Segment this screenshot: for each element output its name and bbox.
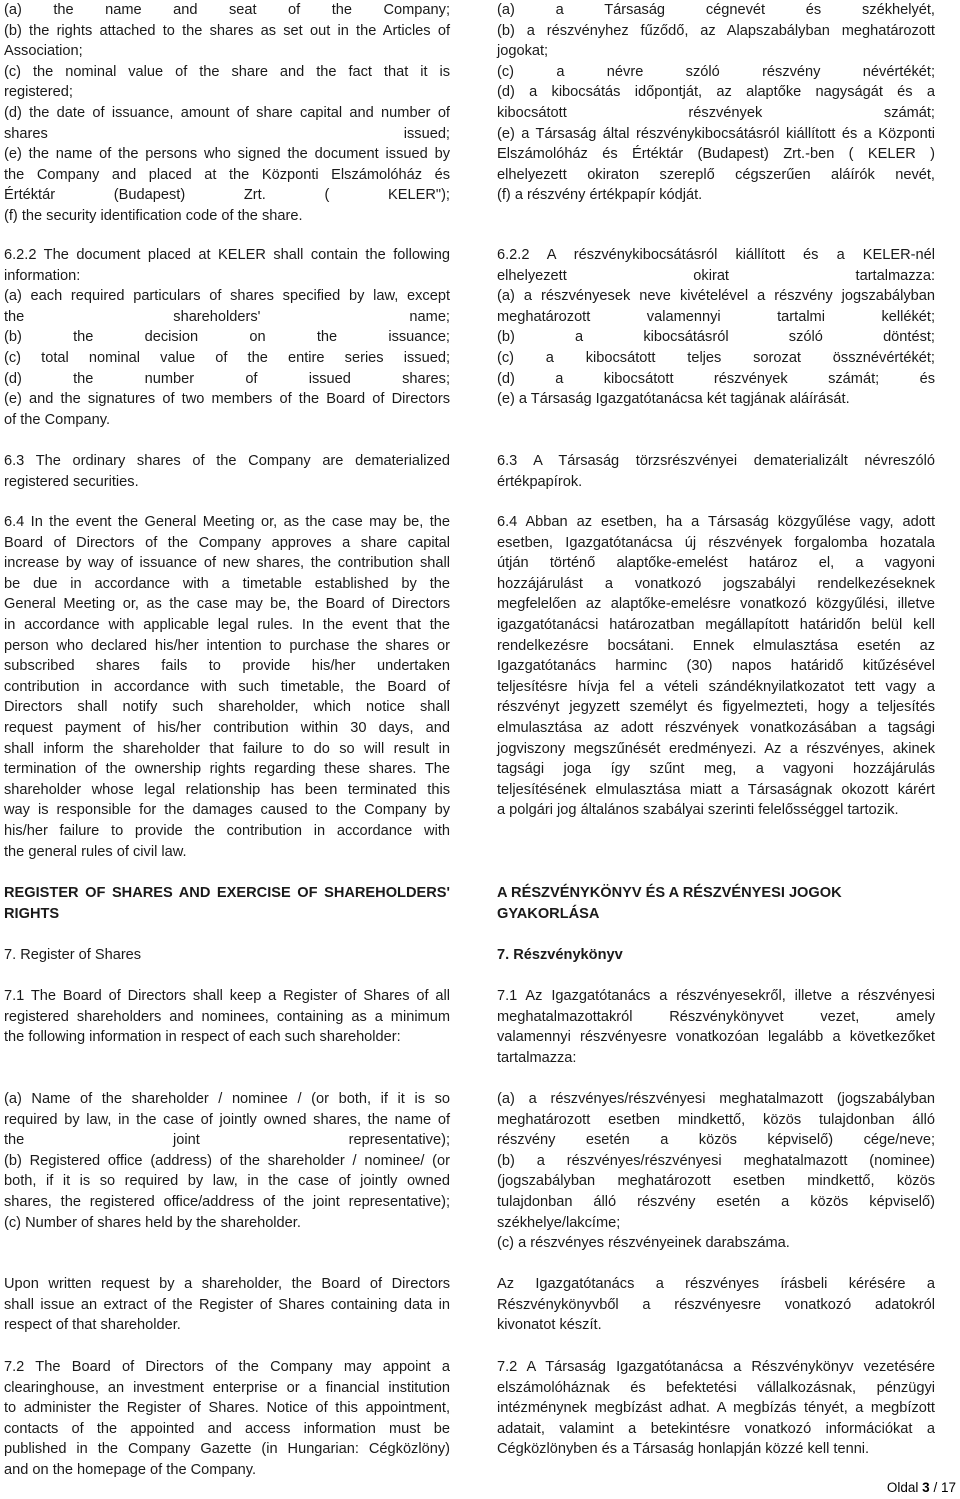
text-line: 6.2.2 A részvénykibocsátásról kiállított és a KELER-nél (497, 247, 935, 263)
english-paragraph (4, 883, 450, 924)
text-line: (d) the date of issuance, amount of share capital and number of (4, 104, 450, 121)
text-line: (e) and the signatures of two members of the Board of Directors (4, 391, 450, 408)
text-line: shareholder whose legal relationship has been terminated this (4, 781, 450, 798)
text-line: 6.4 In the event the General Meeting or, as the case may be, the (4, 514, 450, 530)
text-line: (b) Registered office (address) of the shareholder / nominee/ (or (4, 1152, 450, 1169)
text-line: Elszámolóház és Értéktár (Budapest) Zrt.-ben ( KELER ) (497, 146, 935, 163)
text-line: the joint representative); (4, 1132, 450, 1149)
text-line: jogviszony megszűnését eredményezi. Az a részvényes, akinek (497, 740, 935, 757)
text-line: (a) a Társaság cégnevét és székhelyét, (497, 2, 935, 18)
text-line: contribution in accordance with such timetable, the Board of (4, 678, 450, 695)
hungarian-paragraph (497, 945, 935, 966)
hungarian-paragraph (497, 451, 935, 492)
text-line: 6.3 The ordinary shares of the Company are dematerialized (4, 453, 450, 469)
text-line: meghatározott esetben mindkettő, közös tulajdonban álló (497, 1111, 935, 1128)
text-line: Részvénykönyvből a részvényesre vonatkozó adatokról (497, 1296, 935, 1313)
text-line: tulajdonban álló részvény esetén a közös képviselő) (497, 1193, 935, 1210)
text-line: RIGHTS (4, 905, 60, 922)
text-line: 7.1 Az Igazgatótanács a részvényesekről, illetve a részvényesi (497, 988, 935, 1004)
page-separator: / (933, 1480, 938, 1495)
text-line: (a) each required particulars of shares specified by law, except (4, 288, 450, 305)
text-line: General Meeting or, as the case may be, the Board of Directors (4, 596, 450, 613)
text-line: A RÉSZVÉNYKÖNYV ÉS A RÉSZVÉNYESI JOGOK GYAKORLÁSA (497, 885, 842, 922)
text-line: request payment of his/her contribution within 30 days, and (4, 719, 450, 736)
text-line: adatait, valamint a betekintésre vonatkozó információkat a (497, 1420, 935, 1437)
text-line: hozzájárulást a vonatkozó jogszabályi rendelkezéseknek (497, 575, 935, 592)
text-line: information: (4, 267, 81, 284)
text-line: elhelyezett okiraton szereplő cégszerűen aláírók nevét, (497, 166, 935, 183)
text-line: his/her failure to provide the contribution in accordance with (4, 822, 450, 839)
text-line: shares issued; (4, 125, 450, 142)
text-line: registered; (4, 84, 73, 101)
text-line: registered securities. (4, 473, 139, 490)
english-paragraph (4, 245, 450, 430)
text-line: meghatalmazottakról Részvénykönyvet vezet, amely (497, 1008, 935, 1025)
text-line: (c) the nominal value of the share and the fact that it is (4, 63, 450, 80)
text-line: részvény esetén a közös képviselő) cége/neve; (497, 1132, 935, 1149)
text-line: (c) a kibocsátott teljes sorozat össznévértékét; (497, 349, 935, 366)
text-line: értékpapírok. (497, 473, 583, 490)
hungarian-paragraph (497, 883, 935, 924)
text-line: in accordance with applicable legal rules. In the event that the (4, 616, 450, 633)
page-label: Oldal (886, 1480, 919, 1495)
text-line: valamennyi részvényesre vonatkozóan legalább a következőket (497, 1029, 935, 1046)
text-line: (f) the security identification code of the share. (4, 207, 303, 224)
text-line: (b) a részvényhez fűződő, az Alapszabályban meghatározott (497, 22, 935, 39)
text-line: 7. Részvénykönyv (497, 947, 623, 963)
text-line: rendelkezésre bocsátani. Ennek elmulasztása esetén az (497, 637, 935, 654)
text-line: elmulasztása az adott részvények vonatkozásában a tagsági (497, 719, 935, 736)
text-line: Értéktár (Budapest) Zrt. ( KELER"); (4, 187, 450, 204)
text-line: (a) the name and seat of the Company; (4, 2, 450, 18)
hungarian-paragraph (497, 0, 935, 206)
text-line: 7.2 The Board of Directors of the Company may appoint a (4, 1359, 450, 1375)
text-line: (b) a kibocsátásról szóló döntést; (497, 329, 935, 346)
english-paragraph (4, 1357, 450, 1481)
text-line: shares, the registered office/address of the joint representative); (4, 1193, 450, 1210)
text-line: to administer the Register of Shares. Notice of this appointment, (4, 1400, 450, 1417)
text-line: (c) total nominal value of the entire series issued; (4, 349, 450, 366)
text-line: (e) a Társaság által részvénykibocsátásról kiállított és a Központi (497, 125, 935, 142)
text-line: Igazgatótanács harminc (30) napos határidő kitűzésével (497, 658, 935, 675)
english-paragraph (4, 945, 450, 966)
english-paragraph (4, 512, 450, 862)
hungarian-paragraph (497, 1089, 935, 1254)
text-line: a polgári jog általános szabályai szerinti felelősséggel tartozik. (497, 802, 899, 819)
text-line: required by law, in the case of jointly owned shares, the name of (4, 1111, 450, 1128)
english-paragraph (4, 986, 450, 1048)
text-line: kivonatot készít. (497, 1317, 602, 1334)
hungarian-paragraph (497, 986, 935, 1068)
text-line: way is responsible for the damages caused to the Company by (4, 802, 450, 819)
text-line: (b) the decision on the issuance; (4, 329, 450, 346)
text-line: the shareholders' name; (4, 308, 450, 325)
text-line: (d) a kibocsátás időpontját, az alaptőke nagyságát és a (497, 84, 935, 101)
text-line: Cégközlönyben és a Társaság honlapján közzé kell tenni. (497, 1441, 870, 1458)
english-paragraph (4, 1089, 450, 1233)
text-line: részvényt jegyzett személyt és figyelmezteti, hogy a teljesítés (497, 699, 935, 716)
text-line: the general rules of civil law. (4, 843, 187, 860)
text-line: (a) Name of the shareholder / nominee / (or both, if it is so (4, 1091, 450, 1107)
text-line: termination of the ownership rights regarding these shares. The (4, 761, 450, 778)
text-line: 7.1 The Board of Directors shall keep a Register of Shares of all (4, 988, 450, 1004)
text-line: 6.3 A Társaság törzsrészvényei dematerializált névreszóló (497, 453, 935, 469)
english-paragraph (4, 451, 450, 492)
text-line: (jogszabályban meghatározott esetben mindkettő, közös (497, 1173, 935, 1190)
text-line: person who declared his/her intention to purchase the shares or (4, 637, 450, 654)
text-line: (a) a részvényes/részvényesi meghatalmazott (jogszabályban (497, 1091, 935, 1107)
text-line: meghatározott valamennyi tartalmi kellékét; (497, 308, 935, 325)
text-line: teljesítésének elmulasztása miatt a Társaságnak okozott kárért (497, 781, 935, 798)
text-line: contacts of the appointed and access information must be (4, 1420, 450, 1437)
text-line: registered shareholders and nominees, containing as a minimum (4, 1008, 450, 1025)
hungarian-paragraph (497, 1357, 935, 1460)
text-line: shall inform the shareholder that failure to do so will result in (4, 740, 450, 757)
text-line: of the Company. (4, 411, 110, 428)
text-line: subscribed shares fails to provide his/her undertaken (4, 658, 450, 675)
text-line: Board of Directors of the Company approves a share capital (4, 534, 450, 551)
text-line: clearinghouse, an investment enterprise or a financial institution (4, 1379, 450, 1396)
text-line: (c) a részvényes részvényeinek darabszáma. (497, 1235, 790, 1252)
text-line: be due in accordance with a timetable established by the (4, 575, 450, 592)
text-line: increase by way of issuance of new shares, the contribution shall (4, 555, 450, 572)
text-line: teljesítésre hívja fel a vételi szándéknyilatkozatot tett vagy a (497, 678, 935, 695)
text-line: jogokat; (497, 43, 549, 60)
page-number (862, 1478, 956, 1499)
text-line: Directors shall notify such shareholder, which notice shall (4, 699, 450, 716)
english-paragraph (4, 0, 450, 227)
text-line: Association; (4, 43, 83, 60)
text-line: (d) the number of issued shares; (4, 370, 450, 387)
text-line: both, if it is so required by law, in the case of jointly owned (4, 1173, 450, 1190)
text-line: published in the Company Gazette (in Hungarian: Cégközlöny) (4, 1441, 450, 1458)
text-line: (d) a kibocsátott részvények számát; és (497, 370, 935, 387)
text-line: respect of that shareholder. (4, 1317, 181, 1334)
text-line: (b) the rights attached to the shares as set out in the Articles of (4, 22, 450, 39)
text-line: 6.2.2 The document placed at KELER shall contain the following (4, 247, 450, 263)
text-line: the following information in respect of each such shareholder: (4, 1029, 401, 1046)
text-line: elhelyezett okirat tartalmazza: (497, 267, 935, 284)
text-line: (e) a Társaság Igazgatótanácsa két tagjának aláírását. (497, 391, 850, 408)
english-paragraph (4, 1274, 450, 1336)
hungarian-paragraph (497, 1274, 935, 1336)
text-line: (c) a névre szóló részvény névértékét; (497, 63, 935, 80)
text-line: (a) a részvényesek neve kivételével a részvény jogszabályban (497, 288, 935, 305)
text-line: (c) Number of shares held by the shareholder. (4, 1214, 301, 1231)
text-line: shall issue an extract of the Register of Shares containing data in (4, 1296, 450, 1313)
text-line: igazgatótanácsi határozatban megállapított határidőn belül kell (497, 616, 935, 633)
text-line: esetben, Igazgatótanácsa új részvények forgalomba hozatala (497, 534, 935, 551)
text-line: tartalmazza: (497, 1049, 577, 1066)
text-line: Upon written request by a shareholder, the Board of Directors (4, 1276, 450, 1292)
text-line: (b) a részvényes/részvényesi meghatalmazott (nominee) (497, 1152, 935, 1169)
text-line: and on the homepage of the Company. (4, 1461, 257, 1478)
hungarian-paragraph (497, 512, 935, 821)
text-line: intézménynek megbízást adhat. A megbízás tényét, a megbízott (497, 1400, 935, 1417)
hungarian-paragraph (497, 245, 935, 410)
text-line: 7.2 A Társaság Igazgatótanácsa a Részvénykönyv vezetésére (497, 1359, 935, 1375)
text-line: székhelye/lakcíme; (497, 1214, 621, 1231)
text-line: the Company and placed at the Központi Elszámolóház és (4, 166, 450, 183)
text-line: tagsági joga így szűnt meg, a vagyoni hozzájárulás (497, 761, 935, 778)
text-line: (f) a részvény értékpapír kódját. (497, 187, 703, 204)
page-total: 17 (940, 1480, 956, 1495)
text-line: 7. Register of Shares (4, 947, 142, 963)
text-line: megfelelően az alaptőke-emelésre vonatkozó közgyűlési, illetve (497, 596, 935, 613)
text-line: REGISTER OF SHARES AND EXERCISE OF SHAREHOLDERS' (4, 885, 450, 901)
text-line: 6.4 Abban az esetben, ha a Társaság közgyűlése vagy, adott (497, 514, 935, 530)
text-line: útján történő alaptőke-emelést határoz el, a vagyoni (497, 555, 935, 572)
text-line: kibocsátott részvények számát; (497, 104, 935, 121)
text-line: Az Igazgatótanács a részvényes írásbeli kérésére a (497, 1276, 935, 1292)
text-line: (e) the name of the persons who signed the document issued by (4, 146, 450, 163)
page-current: 3 (922, 1480, 930, 1495)
text-line: elszámolóháznak és befektetési vállalkozásnak, pénzügyi (497, 1379, 935, 1396)
